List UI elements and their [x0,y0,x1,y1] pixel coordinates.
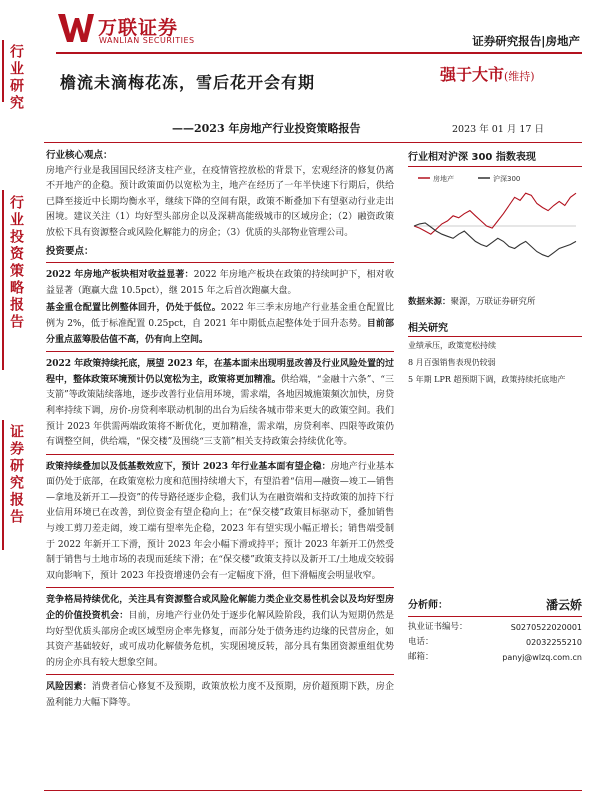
logo-chinese-name: 万联证券 [98,17,179,39]
performance-chart-svg [408,171,582,289]
rating-value: 强于大市 [440,65,505,84]
legend-label-1: 房地产 [433,175,454,183]
point-2-text: 2022 年三季末房地产行业基金重仓配置比例为 2%，低于标准配置 0.25pct，自 2021 年中期低点起整体处于回升态势。 [46,303,394,329]
point-3-bold: 2022 年政策持续托底，展望 2023 年，在基本面未出现明显改善及行业风险处置的过程中，整体政策环境预计仍以宽松为主，政策将更加精准。 [46,359,394,385]
legend-label-2: 沪深300 [493,175,521,183]
right-column [408,148,582,388]
point-4-bold: 政策持续叠加以及低基数效应下，预计 2023 年行业基本面有望企稳： [46,461,331,472]
source-text: 聚源，万联证券研究所 [450,297,536,307]
sidebar-line-1 [2,40,4,102]
cert-label: 执业证书编号： [408,622,468,632]
section-divider [46,587,394,588]
performance-chart [408,171,582,289]
analyst-label: 分析师： [408,600,448,611]
series-line-1 [414,193,576,234]
left-sidebar [0,40,32,760]
section-divider [46,454,394,455]
logo-english-name: WANLIAN SECURITIES [99,36,195,45]
point-5 [46,593,394,671]
risk-bold: 风险因素： [46,682,92,693]
wanlian-logo-icon [58,12,94,44]
risk-factors [46,680,394,711]
tel-number: 02032255210 [526,638,582,647]
source-label: 数据来源： [408,297,451,307]
email-label: 邮箱： [408,652,434,662]
point-2-bold-2: 目前部分重点蓝筹股估值不高，仍有向上空间。 [46,318,394,345]
cert-row [408,620,582,635]
email-row [408,650,582,665]
related-research-title: 相关研究 [408,319,582,337]
section-divider [46,262,394,263]
sidebar-label-securities-report: 证券研究报告 [8,424,24,526]
core-view-text: 房地产行业是我国国民经济支柱产业，在疫情管控放松的背景下，宏观经济的修复仍离不开地产的企稳。预计政策面仍以宽松为主，地产在经历了一年半快速下行期后，供给已降至接近中长期均衡水平，继续下降的空间有限，政策不断叠加下有望驱动行业走出困境。建议关注（1）均好型头部房企以及深耕高能级城市的区域房企；（2）融资政策放松下具有资源整合或风险化解能力的房企；（3）优质的头部物业管理公司。 [46,165,394,238]
point-3-text: 供给端，“金融十六条”、“三支箭”等政策陆续落地，逐步改善行业信用环境，需求端，各地因城施策频次加快，房贷利率持续下调，房价-房贷利率联动机制的出台为后续各城市带来更大的政策空间。我们预计 2023 年供需两端政策将不断优化，更加精准，需求端，房贷利率、四限等政策仍有调整空间，供给端，“保交楼”及围绕“三支箭”相关支持政策会持续优化等。 [46,374,394,448]
point-4 [46,460,394,585]
analyst-name-row [408,598,582,617]
point-1-text: 2022 年房地产板块在政策的持续呵护下，相对收益显著（跑赢大盘 10.5pct），继 2015 年之后首次跑赢大盘。 [46,270,394,296]
cert-number: S0270522020001 [510,623,582,632]
chart-source [408,295,582,307]
report-category: 证券研究报告|房地产 [472,34,580,48]
investment-points-heading: 投资要点： [46,245,94,257]
point-3 [46,357,394,451]
sidebar-line-3 [2,420,4,550]
analyst-info [408,598,582,665]
sidebar-line-2 [2,190,4,370]
company-logo [58,12,228,46]
core-view-heading: 行业核心观点： [46,150,113,161]
risk-text: 消费者信心修复不及预期，政策放松力度不及预期，房价超预期下跌，房企盈利能力大幅下降等。 [46,682,394,708]
report-date: 2023 年 01 月 17 日 [452,124,544,135]
email-address[interactable]: panyj@wlzq.com.cn [502,653,582,662]
point-2 [46,301,394,348]
sidebar-label-industry-research: 行业研究 [8,44,24,112]
tel-row [408,635,582,650]
report-subtitle: ——2023 年房地产行业投资策略报告 [172,122,361,135]
related-item[interactable]: 5 年期 LPR 超预期下调，政策持续托底地产 [408,375,566,384]
point-5-bold: 竞争格局持续优化，关注具有资源整合或风险化解能力类企业交易性机会以及均好型房企的价值投资机会： [46,595,394,622]
tel-label: 电话： [408,637,434,647]
point-2-bold: 基金重仓配置比例整体回升，仍处于低位。 [46,303,221,314]
chart-title: 行业相对沪深 300 指数表现 [408,148,582,167]
point-1-bold: 2022 年房地产板块相对收益显著： [46,270,194,281]
section-divider [46,674,394,675]
rating-note: (维持) [504,70,535,83]
related-item[interactable]: 业绩承压，政策宽松持续 [408,341,496,350]
header-divider [56,52,582,54]
point-1 [46,268,394,299]
point-4-text: 房地产行业基本面仍处于底部，在政策宽松力度和范围持续增大下，有望沿着“信用—融资—竣工—销售—拿地及新开工—投资”的传导路径逐步企稳，我们认为在融资端和支持政策的加持下行业信用环境已在改善，到位资金有望企稳向上；在“保交楼”政策目标驱动下，叠加销售与竣工剪刀差走阔，竣工端有望率先企稳，2023 年有望实现小幅正增长；销售端受制于 2022 年新开工下滑，预计 2023 年会小幅下滑或持平；预计 2023 年新开工仍然受制于销售与土地市场的表现而延续下滑；在“保交楼”政策支持以及新开工/土地成交较弱双向影响下，预计 2023 年投资增速仍会有一定幅度下滑，但下滑幅度会明显收窄。 [46,461,394,581]
report-title: 檐流未滴梅花冻，雪后花开会有期 [60,73,316,92]
point-5-text: 目前，房地产行业仍处于逐步化解风险阶段，我们认为短期仍然是均好型优质头部房企或区域型房企率先修复，而部分处于债务违约边缘的民营房企，如其资产基础较好，或可成功化解债务危机，实现困境反转，部分具有集团资源重组优势的房企亦具有较大想象空间。 [46,611,394,668]
section-divider [46,351,394,352]
title-divider [44,142,582,143]
sidebar-label-strategy-report: 行业投资策略报告 [8,195,24,331]
footer-divider [44,790,582,791]
rating [440,62,535,85]
related-item[interactable]: 8 月百强销售表现仍较弱 [408,358,496,367]
analyst-name: 潘云娇 [545,598,582,612]
main-content [46,148,394,714]
